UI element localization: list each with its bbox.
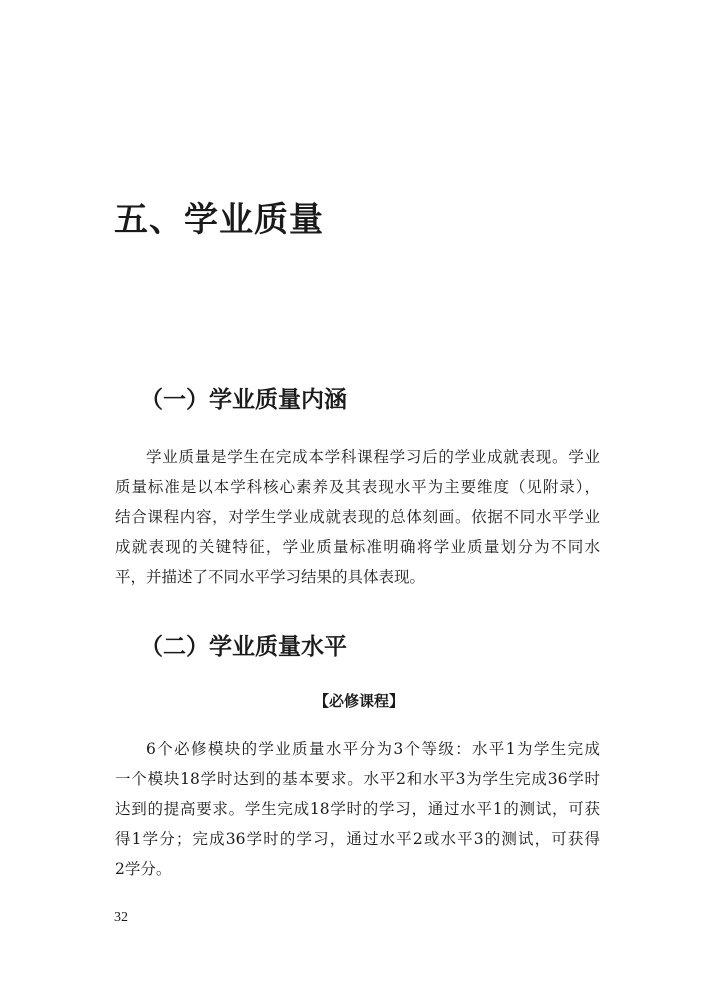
paragraph-line: 平，并描述了不同水平学习结果的具体表现。 bbox=[115, 568, 426, 586]
paragraph-line: 质量标准是以本学科核心素养及其表现水平为主要维度（见附录）， bbox=[115, 478, 600, 496]
paragraph-line: 成就表现的关键特征，学业质量标准明确将学业质量划分为不同水 bbox=[115, 538, 600, 556]
section-heading-levels: （二）学业质量水平 bbox=[140, 634, 347, 660]
paragraph-line: 达到的提高要求。学生完成18学时的学习，通过水平1的测试，可获 bbox=[115, 800, 600, 818]
paragraph-line: 结合课程内容，对学生学业成就表现的总体刻画。依据不同水平学业 bbox=[115, 508, 600, 526]
paragraph-line: 学业质量是学生在完成本学科课程学习后的学业成就表现。学业 bbox=[146, 448, 600, 466]
subheading-required-courses: 【必修课程】 bbox=[313, 692, 404, 710]
chapter-title: 五、学业质量 bbox=[114, 200, 324, 240]
paragraph-line: 一个模块18学时达到的基本要求。水平2和水平3为学生完成36学时 bbox=[115, 770, 600, 788]
paragraph-levels bbox=[115, 734, 600, 884]
section-heading-connotation: （一）学业质量内涵 bbox=[140, 387, 347, 413]
paragraph-connotation bbox=[115, 442, 600, 592]
page-number: 32 bbox=[114, 910, 128, 925]
paragraph-line: 得1学分；完成36学时的学习，通过水平2或水平3的测试，可获得 bbox=[115, 830, 600, 848]
paragraph-line: 2学分。 bbox=[115, 860, 172, 878]
paragraph-line: 6个必修模块的学业质量水平分为3个等级：水平1为学生完成 bbox=[146, 740, 600, 758]
